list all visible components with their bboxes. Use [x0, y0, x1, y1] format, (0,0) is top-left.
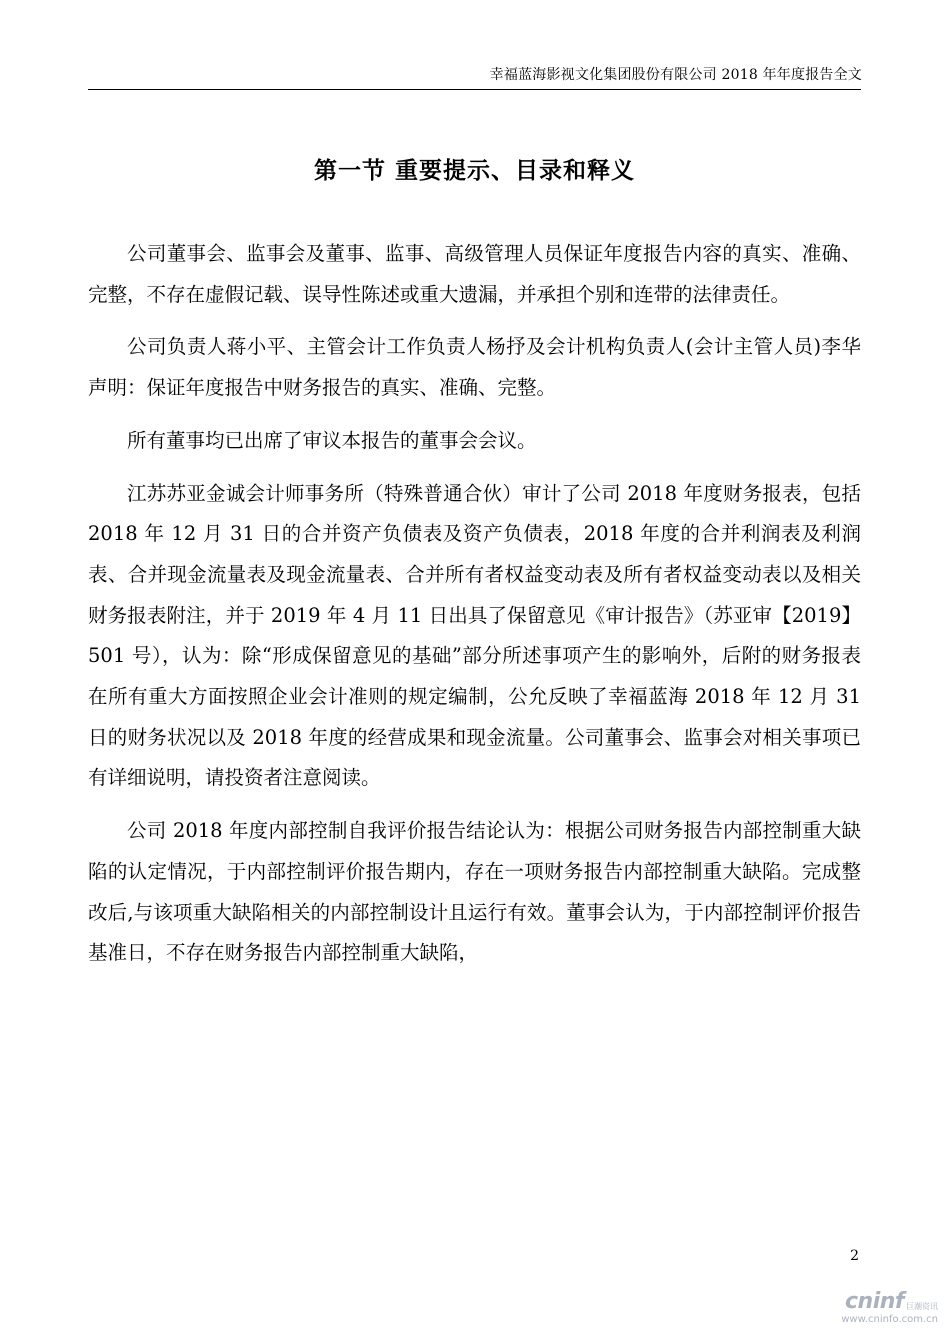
- paragraph-officers-declaration: 公司负责人蒋小平、主管会计工作负责人杨抒及会计机构负责人(会计主管人员)李华声明：保证年度报告中财务报告的真实、准确、完整。: [88, 335, 861, 400]
- watermark-logo: cninf: [845, 1289, 904, 1314]
- watermark-url: www.cninfo.com.cn: [841, 1314, 938, 1325]
- paragraph-audit-opinion: 江苏苏亚金诚会计师事务所（特殊普通合伙）审计了公司 2018 年度财务报表，包括 2018 年 12 月 31 日的合并资产负债表及资产负债表，2018 年度的合并利润表及利润表、合并现金流量表及现金流量表、合并所有者权益变动表及所有者权益变动表以及相关财务报表附注，并于 2019 年 4 月 11 日出具了保留意见《审计报告》（苏亚审【2019】501 号），认为：除“形成保留意见的基础”部分所述事项产生的影响外，后附的财务报表在所有重大方面按照企业会计准则的规定编制，公允反映了幸福蓝海 2018 年 12 月 31 日的财务状况以及 2018 年度的经营成果和现金流量。公司董事会、监事会对相关事项已有详细说明，请投资者注意阅读。: [88, 481, 861, 790]
- section-title: 第一节 重要提示、目录和释义: [313, 157, 635, 184]
- cninfo-watermark: [841, 1290, 938, 1326]
- page-number: 2: [850, 1248, 859, 1264]
- paragraph-board-attendance: 所有董事均已出席了审议本报告的董事会会议。: [127, 428, 537, 452]
- paragraph-internal-control: 公司 2018 年度内部控制自我评价报告结论认为：根据公司财务报告内部控制重大缺陷的认定情况，于内部控制评价报告期内，存在一项财务报告内部控制重大缺陷。完成整改后,与该项重大缺陷相关的内部控制设计且运行有效。董事会认为，于内部控制评价报告基准日，不存在财务报告内部控制重大缺陷，: [88, 819, 861, 965]
- document-body: [88, 234, 861, 986]
- paragraph-responsibility-statement: 公司董事会、监事会及董事、监事、高级管理人员保证年度报告内容的真实、准确、完整，不存在虚假记载、误导性陈述或重大遗漏，并承担个别和连带的法律责任。: [88, 242, 861, 306]
- watermark-logo-subtext: 巨潮资讯: [906, 1302, 938, 1311]
- running-header: 幸福蓝海影视文化集团股份有限公司 2018 年年度报告全文: [489, 67, 862, 83]
- header-divider: [88, 89, 861, 90]
